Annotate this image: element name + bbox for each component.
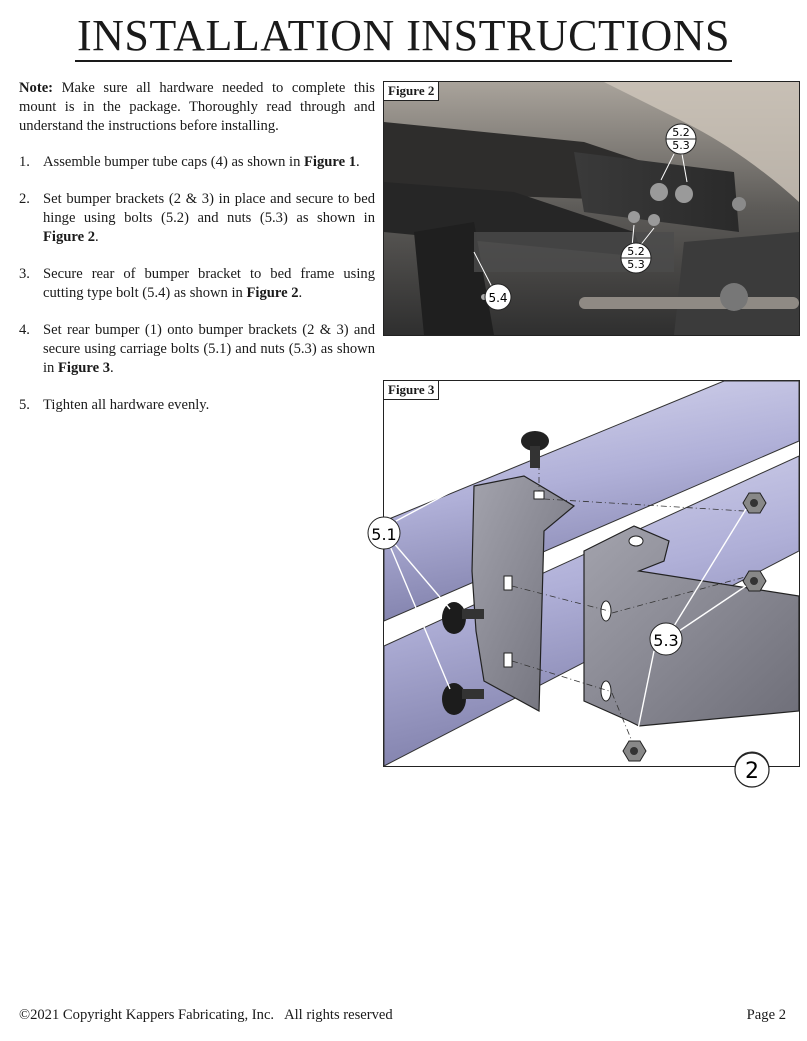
footer-copyright bbox=[19, 1007, 393, 1024]
callout-text: 5.3 bbox=[627, 258, 645, 271]
figure-2-illustration bbox=[384, 82, 799, 335]
callout-5-1 bbox=[368, 517, 400, 549]
callout-text: 2 bbox=[745, 759, 759, 784]
step-number: 3. bbox=[19, 266, 30, 282]
step-4 bbox=[19, 321, 375, 378]
step-5 bbox=[19, 396, 375, 415]
step-end: . bbox=[298, 285, 303, 301]
callout-5-2-5-3-top bbox=[666, 124, 696, 154]
step-text: Assemble bumper tube caps (4) as shown in bbox=[43, 154, 305, 170]
callout-text: 5.2 bbox=[627, 245, 645, 258]
step-text: Set rear bumper (1) onto bumper brackets (2 & 3) and secure using carriage bolts (5.1) and nuts (5.3) as shown in bbox=[43, 322, 375, 376]
step-text: Tighten all hardware evenly. bbox=[43, 397, 210, 413]
step-2 bbox=[19, 190, 375, 247]
step-number: 4. bbox=[19, 322, 30, 338]
page-number: Page 2 bbox=[746, 1007, 786, 1023]
callout-5-2-5-3-middle bbox=[621, 243, 651, 273]
step-number: 1. bbox=[19, 154, 30, 170]
callout-2-bubble bbox=[730, 748, 774, 792]
step-end: . bbox=[110, 360, 114, 376]
figure-2-label: Figure 2 bbox=[384, 82, 439, 101]
figure-2-photo bbox=[383, 81, 800, 336]
step-figure-ref: Figure 2 bbox=[43, 229, 96, 245]
note-paragraph bbox=[19, 79, 375, 136]
callout-5-4 bbox=[485, 284, 511, 310]
step-end: . bbox=[356, 154, 360, 170]
step-number: 5. bbox=[19, 397, 30, 413]
step-text: Secure rear of bumper bracket to bed frame using cutting type bolt (5.4) as shown in bbox=[43, 266, 375, 301]
instructions-column bbox=[19, 79, 375, 433]
step-figure-ref: Figure 3 bbox=[58, 360, 111, 376]
callout-text: 5.1 bbox=[371, 525, 397, 544]
callout-text: 5.3 bbox=[672, 139, 690, 152]
callout-text: 5.3 bbox=[653, 631, 679, 650]
steps-list bbox=[19, 153, 375, 415]
step-end: . bbox=[95, 229, 99, 245]
figure-3-illustration bbox=[371, 381, 799, 766]
callout-5-3 bbox=[650, 623, 682, 655]
step-1 bbox=[19, 153, 375, 172]
note-label: Note: bbox=[19, 80, 54, 96]
figure-3-diagram bbox=[371, 380, 800, 767]
callout-text: 5.4 bbox=[488, 291, 508, 305]
step-figure-ref: Figure 2 bbox=[246, 285, 299, 301]
step-figure-ref: Figure 1 bbox=[304, 154, 357, 170]
step-3 bbox=[19, 265, 375, 303]
step-number: 2. bbox=[19, 191, 30, 207]
step-text: Set bumper brackets (2 & 3) in place and secure to bed hinge using bolts (5.2) and nuts (5.3) as shown in bbox=[43, 191, 375, 226]
callout-text: 5.2 bbox=[672, 126, 690, 139]
copyright-text: ©2021 Copyright Kappers Fabricating, Inc. bbox=[19, 1007, 275, 1023]
figure-3-label: Figure 3 bbox=[384, 381, 439, 400]
note-text: Make sure all hardware needed to complete this mount is in the package. Thoroughly read through and understand the instructions before installing. bbox=[19, 80, 375, 134]
page-title: INSTALLATION INSTRUCTIONS bbox=[76, 11, 731, 60]
rights-text: All rights reserved bbox=[284, 1007, 393, 1023]
